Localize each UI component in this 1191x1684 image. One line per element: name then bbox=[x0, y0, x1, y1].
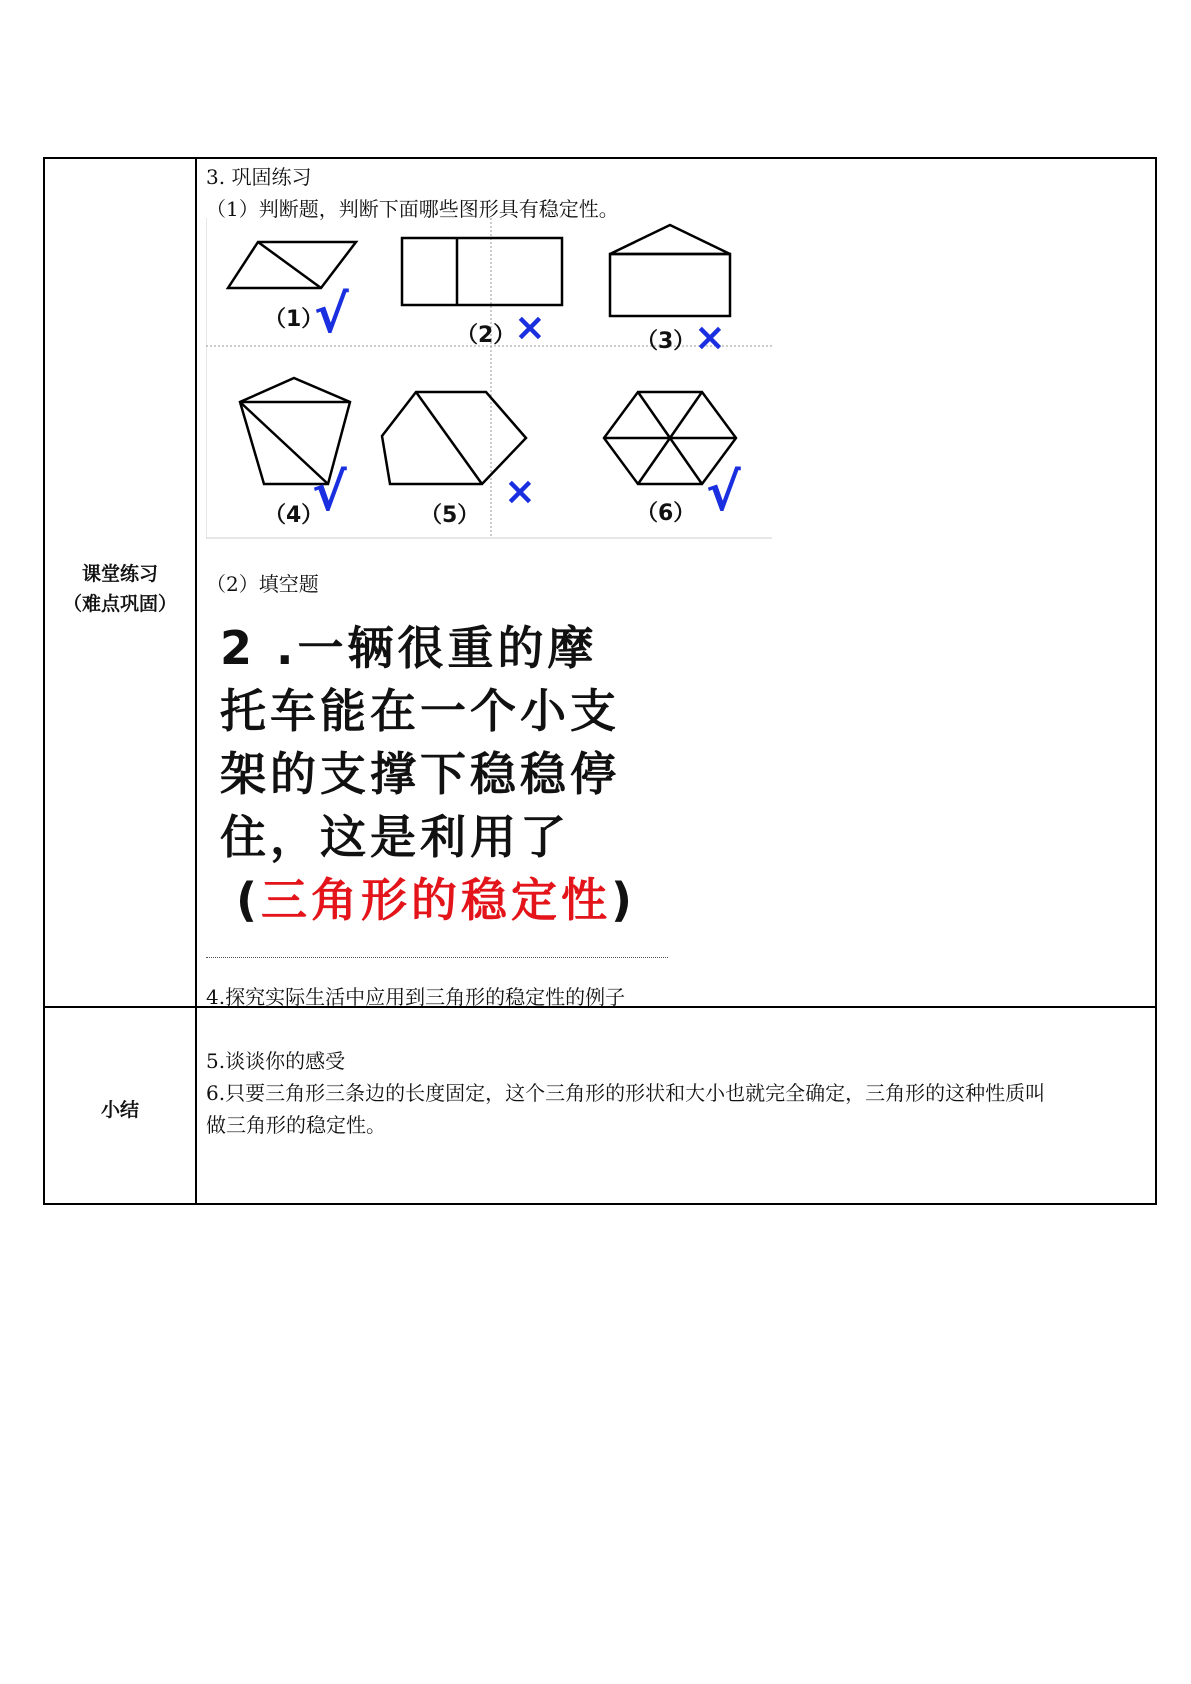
check-icon: √ bbox=[706, 463, 741, 523]
shape-1-parallelogram bbox=[228, 242, 356, 288]
figure-6-label: （6） bbox=[636, 501, 696, 526]
item-4: 4.探究实际生活中应用到三角形的稳定性的例子 bbox=[206, 985, 626, 1009]
question-2: （2）填空题 bbox=[206, 572, 319, 596]
fill-line-1: 2 .一辆很重的摩 bbox=[220, 621, 598, 675]
question-1: （1）判断题，判断下面哪些图形具有稳定性。 bbox=[206, 197, 619, 221]
cross-icon: × bbox=[694, 315, 726, 359]
fill-in-image bbox=[206, 612, 666, 934]
exercise-heading: 3. 巩固练习 bbox=[206, 165, 312, 189]
cross-icon: × bbox=[504, 469, 536, 513]
column-divider bbox=[195, 159, 197, 1203]
answer-open-paren: ( bbox=[236, 873, 262, 927]
figure-1-label: （1） bbox=[264, 307, 324, 332]
figure-3-label: （3） bbox=[636, 329, 696, 354]
practice-row-label bbox=[45, 559, 195, 619]
item-6-line-1: 6.只要三角形三条边的长度固定，这个三角形的形状和大小也就完全确定，三角形的这种性质叫 bbox=[206, 1081, 1046, 1105]
fill-answer: 三角形的稳定性 bbox=[261, 873, 612, 927]
practice-label-line1: 课堂练习 bbox=[81, 563, 158, 585]
fill-line-2: 托车能在一个小支 bbox=[220, 684, 620, 738]
shape-3-house bbox=[610, 225, 730, 316]
practice-label-line2: （难点巩固） bbox=[62, 593, 177, 615]
check-icon: √ bbox=[314, 285, 349, 345]
figure-2-label: （2） bbox=[456, 323, 516, 348]
dotted-separator bbox=[206, 957, 668, 958]
figure-4-label: （4） bbox=[264, 503, 324, 528]
cross-icon: × bbox=[514, 305, 546, 349]
shape-2-rectangle-split bbox=[402, 238, 562, 305]
fill-line-4: 住，这是利用了 bbox=[220, 810, 570, 864]
figure-5-label: （5） bbox=[420, 503, 480, 528]
fill-answer-line bbox=[236, 864, 636, 930]
item-5: 5.谈谈你的感受 bbox=[206, 1049, 346, 1073]
fill-line-3: 架的支撑下稳稳停 bbox=[220, 747, 620, 801]
summary-row-label: 小结 bbox=[100, 1099, 139, 1121]
item-6-line-2: 做三角形的稳定性。 bbox=[206, 1113, 386, 1137]
shapes-figure bbox=[206, 218, 772, 540]
answer-close-paren: ) bbox=[611, 873, 637, 927]
check-icon: √ bbox=[312, 463, 347, 523]
